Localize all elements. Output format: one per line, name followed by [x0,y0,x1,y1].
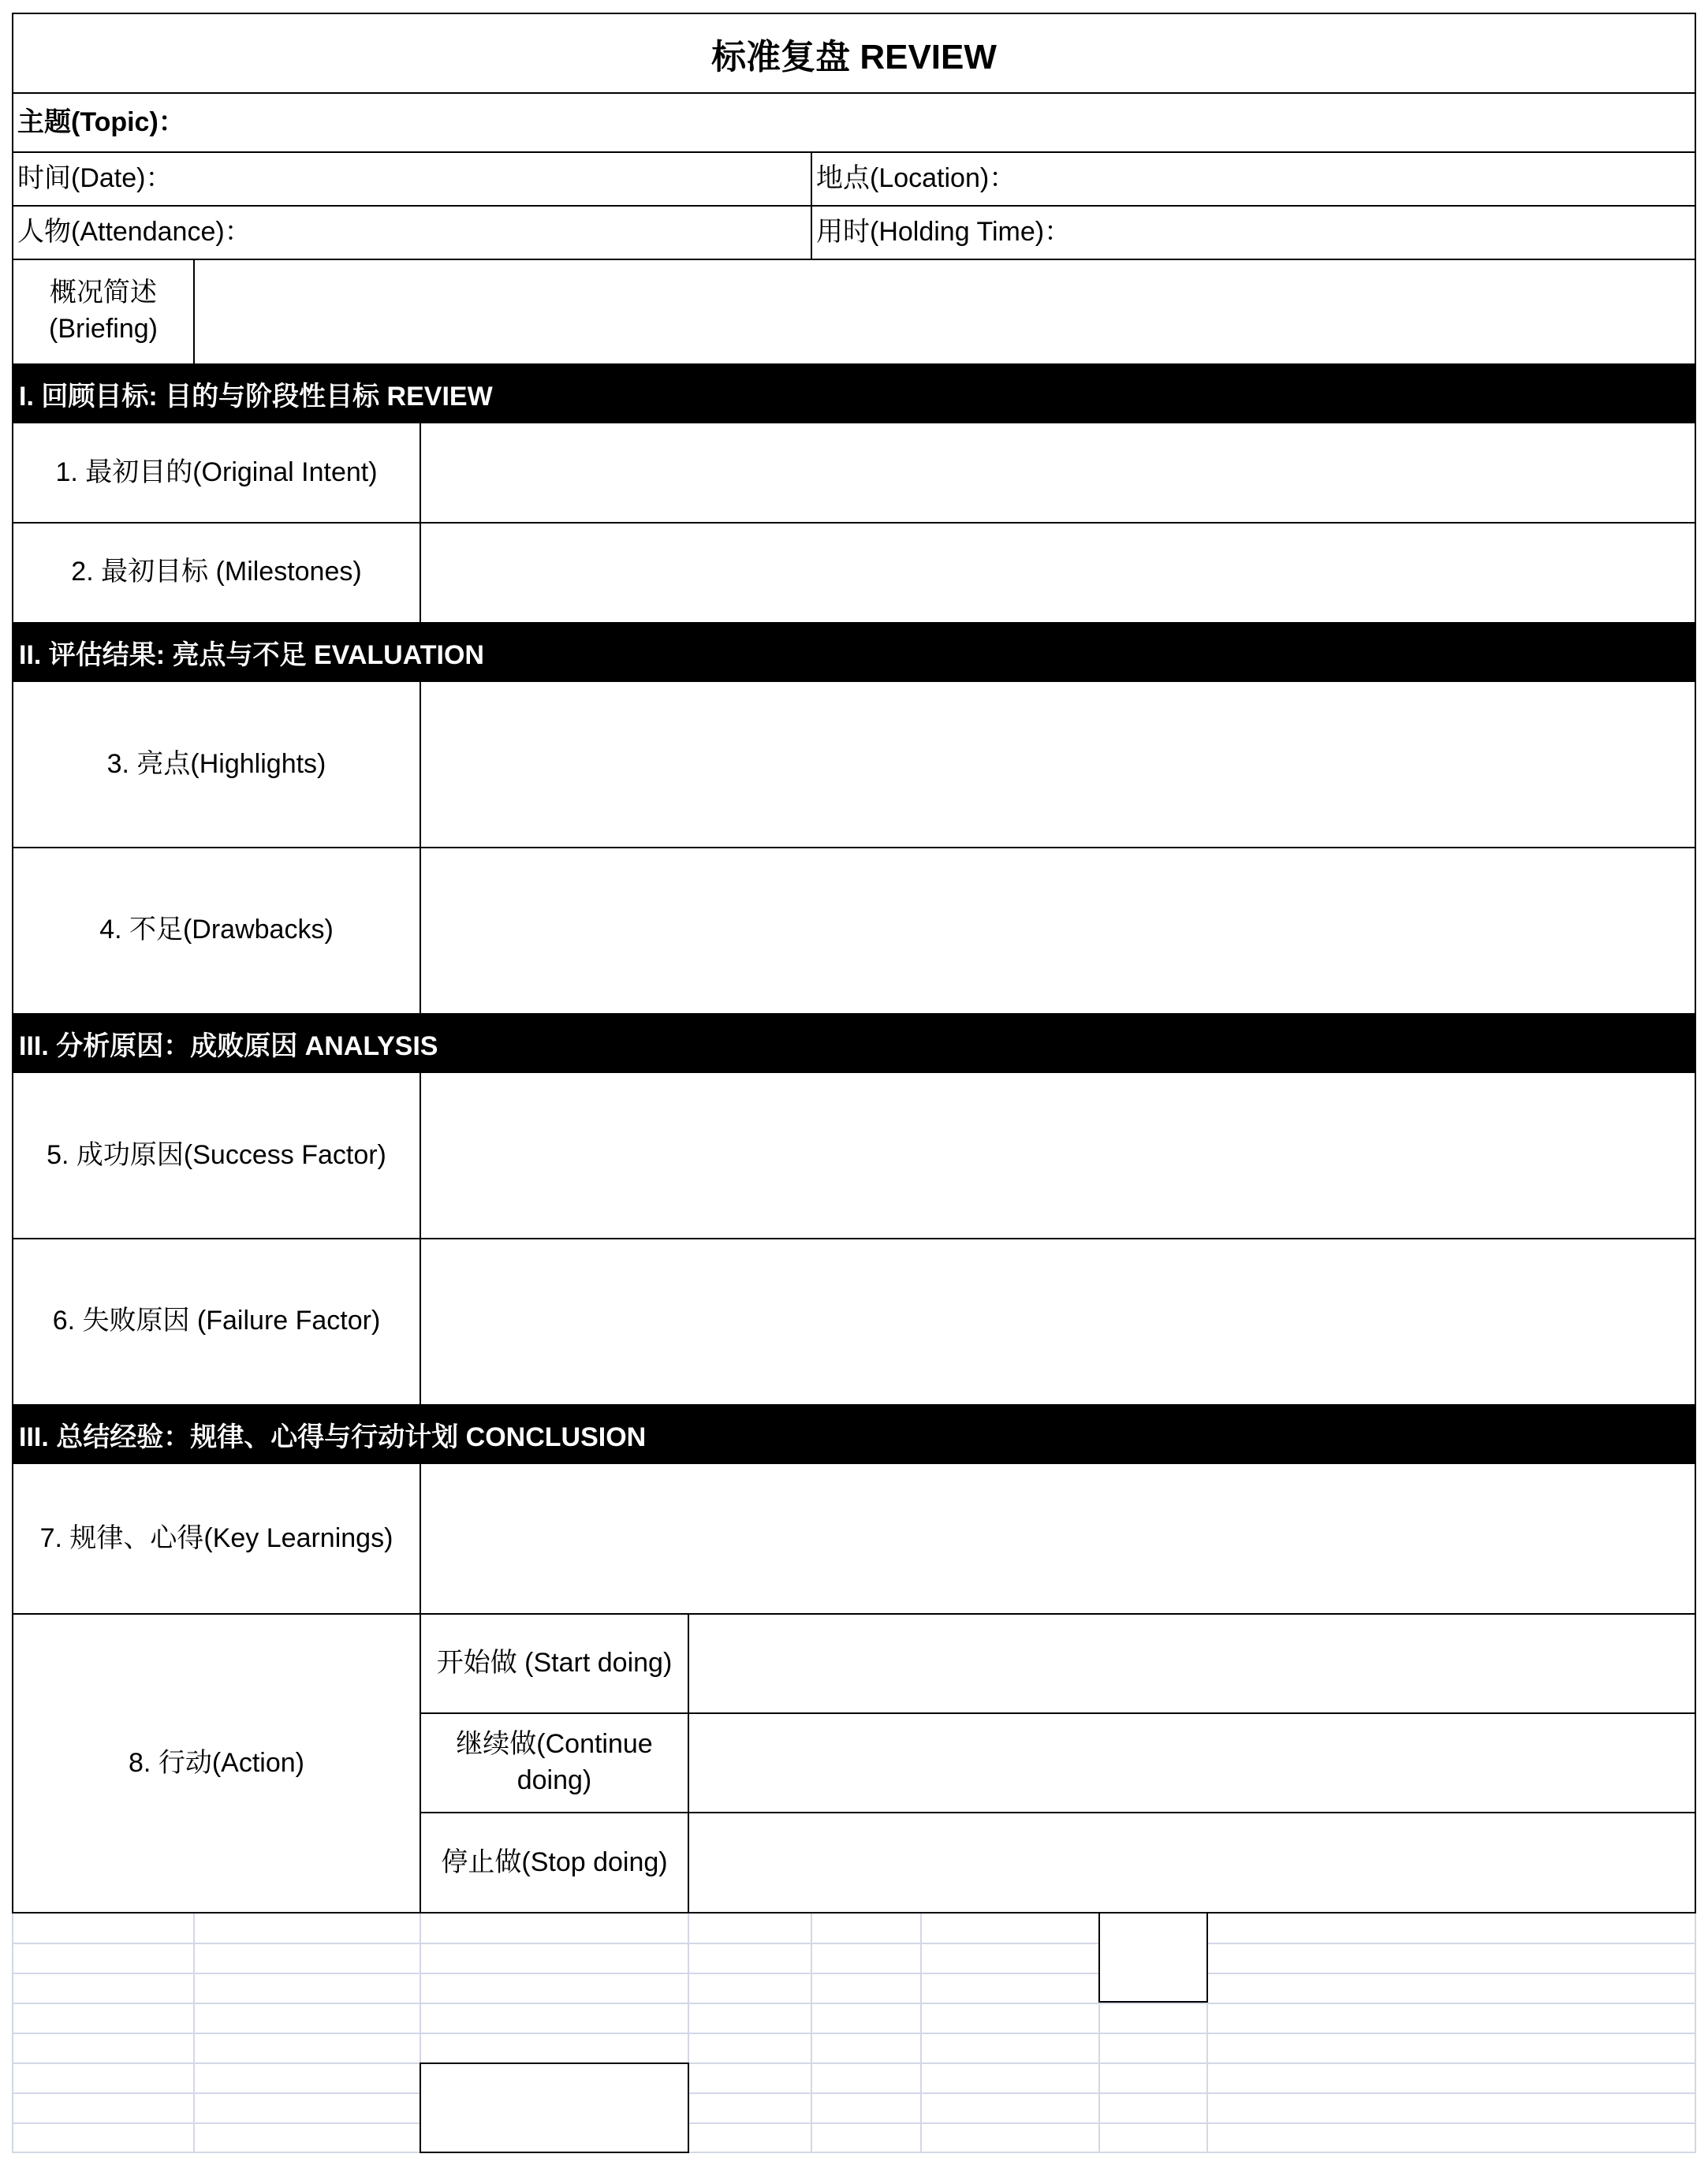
stop-doing-label: 停止做(Stop doing) [441,1846,668,1877]
stop-doing-input[interactable] [688,1813,1695,1913]
original-intent-input[interactable] [420,423,1695,523]
start-doing-input[interactable] [688,1614,1695,1713]
failure-factor-label: 6. 失败原因 (Failure Factor) [52,1306,381,1336]
form-title: 标准复盘 REVIEW [711,37,997,76]
success-factor-label: 5. 成功原因(Success Factor) [47,1140,386,1171]
holding-time-label: 用时(Holding Time)： [816,217,1072,248]
highlights-input[interactable] [420,682,1695,848]
attendance-label: 人物(Attendance)： [17,217,252,248]
original-intent-label: 1. 最初目的(Original Intent) [55,457,378,488]
key-learnings-input[interactable] [420,1464,1695,1614]
empty-bordered-cell-b[interactable] [420,2063,689,2153]
topic-label: 主题(Topic)： [17,106,185,137]
section-conclusion-header: III. 总结经验：规律、心得与行动计划 CONCLUSION [13,1404,1695,1464]
date-label: 时间(Date)： [17,163,173,194]
action-label: 8. 行动(Action) [129,1747,304,1778]
start-doing-label: 开始做 (Start doing) [436,1648,673,1679]
failure-factor-input[interactable] [420,1239,1695,1404]
highlights-label: 3. 亮点(Highlights) [106,749,326,780]
section-evaluation-header: II. 评估结果: 亮点与不足 EVALUATION [13,622,1695,682]
milestones-input[interactable] [420,523,1695,622]
location-label: 地点(Location)： [816,163,1016,194]
section-review-header: I. 回顾目标: 目的与阶段性目标 REVIEW [13,363,1695,423]
milestones-label: 2. 最初目标 (Milestones) [71,557,362,587]
success-factor-input[interactable] [420,1073,1695,1239]
continue-doing-label: 继续做(Continue doing) [456,1729,653,1795]
section-analysis-header: III. 分析原因：成败原因 ANALYSIS [13,1013,1695,1073]
key-learnings-label: 7. 规律、心得(Key Learnings) [39,1523,393,1554]
drawbacks-input[interactable] [420,848,1695,1013]
drawbacks-label: 4. 不足(Drawbacks) [99,915,334,945]
empty-bordered-cell-a[interactable] [1098,1913,1208,2003]
continue-doing-input[interactable] [688,1713,1695,1813]
briefing-input[interactable] [194,259,1695,363]
briefing-label: 概况简述 (Briefing) [49,278,158,344]
